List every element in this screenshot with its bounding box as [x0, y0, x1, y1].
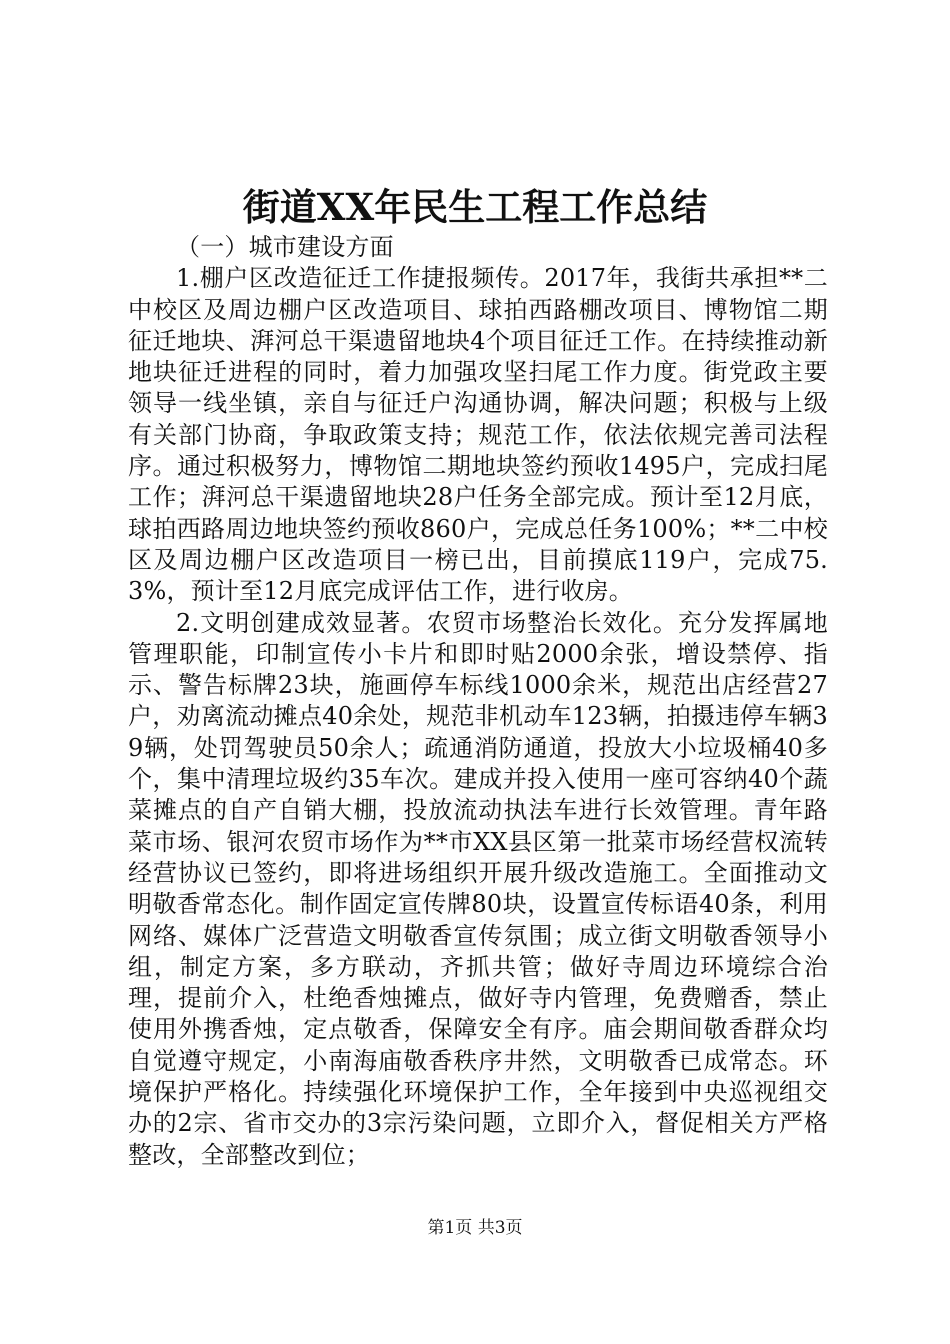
document-title: 街道XX年民生工程工作总结 — [242, 185, 708, 229]
section-heading: （一）城市建设方面 — [176, 233, 394, 261]
paragraph-2: 2.文明创建成效显著。农贸市场整治长效化。充分发挥属地管理职能，印制宣传小卡片和即时贴2000余张，增设禁停、指示、警告标牌23块，施画停车标线1000余米，规范出店经营27户，劝离流动摊点40余处，规范非机动车123辆，拍摄违停车辆39辆，处罚驾驶员50余人；疏通消防通道，投放大小垃圾桶40多个，集中清理垃圾约35车次。建成并投入使用一座可容纳40个蔬菜摊点的自产自销大棚，投放流动执法车进行长效管理。青年路菜市场、银河农贸市场作为**市XX县区第一批菜市场经营权流转经营协议已签约，即将进场组织开展升级改造施工。全面推动文明敬香常态化。制作固定宣传牌80块，设置宣传标语40条，利用网络、媒体广泛营造文明敬香宣传氛围；成立街文明敬香领导小组，制定方案，多方联动，齐抓共管；做好寺周边环境综合治理，提前介入，杜绝香烛摊点，做好寺内管理，免费赠香，禁止使用外携香烛，定点敬香，保障安全有序。庙会期间敬香群众均自觉遵守规定，小南海庙敬香秩序井然，文明敬香已成常态。环境保护严格化。持续强化环境保护工作，全年接到中央巡视组交办的2宗、省市交办的3宗污染问题，立即介入，督促相关方严格整改，全部整改到位； — [128, 608, 828, 1169]
document-body — [128, 232, 828, 1171]
page-number-footer: 第1页 共3页 — [427, 1218, 523, 1238]
paragraph-1: 1.棚户区改造征迁工作捷报频传。2017年，我街共承担**二中校区及周边棚户区改造项目、球拍西路棚改项目、博物馆二期征迁地块、湃河总干渠遗留地块4个项目征迁工作。在持续推动新地块征迁进程的同时，着力加强攻坚扫尾工作力度。街党政主要领导一线坐镇，亲自与征迁户沟通协调，解决问题；积极与上级有关部门协商，争取政策支持；规范工作，依法依规完善司法程序。通过积极努力，博物馆二期地块签约预收1495户，完成扫尾工作；湃河总干渠遗留地块28户任务全部完成。预计至12月底，球拍西路周边地块签约预收860户，完成总任务100%；**二中校区及周边棚户区改造项目一榜已出，目前摸底119户，完成75.3%，预计至12月底完成评估工作，进行收房。 — [128, 264, 828, 606]
